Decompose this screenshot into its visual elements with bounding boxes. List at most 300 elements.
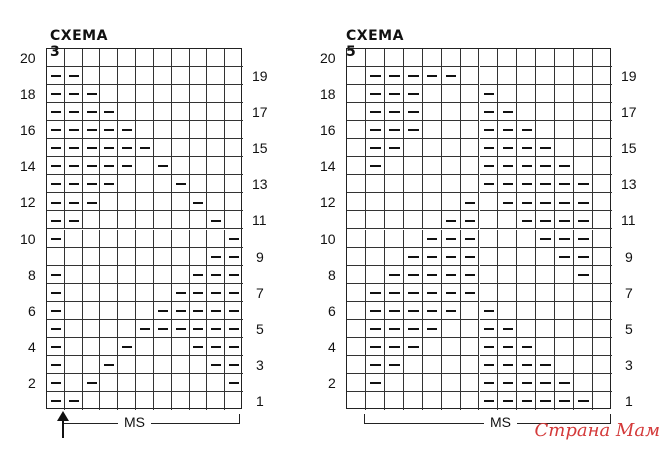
purl-dash-mark bbox=[503, 328, 514, 330]
purl-dash-mark bbox=[176, 183, 186, 185]
grid-cell bbox=[347, 49, 366, 67]
grid-cell bbox=[385, 157, 404, 175]
grid-cell bbox=[555, 302, 574, 320]
purl-dash-mark bbox=[408, 310, 419, 312]
grid-cell bbox=[172, 338, 190, 356]
row-number-right: 5 bbox=[625, 320, 633, 337]
purl-dash-mark bbox=[51, 129, 61, 131]
grid-cell bbox=[118, 320, 136, 338]
grid-cell bbox=[225, 67, 243, 85]
grid-cell bbox=[555, 266, 574, 284]
grid-cell bbox=[118, 49, 136, 67]
grid-cell bbox=[536, 284, 555, 302]
purl-dash-mark bbox=[51, 328, 61, 330]
grid-cell bbox=[517, 230, 536, 248]
grid-cell bbox=[154, 338, 172, 356]
grid-cell bbox=[536, 67, 555, 85]
grid-cell bbox=[100, 320, 118, 338]
purl-dash-mark bbox=[122, 147, 132, 149]
grid-cell bbox=[423, 374, 442, 392]
purl-dash-mark bbox=[69, 400, 79, 402]
purl-dash-mark bbox=[578, 274, 589, 276]
grid-cell bbox=[385, 175, 404, 193]
purl-dash-mark bbox=[540, 202, 551, 204]
grid-cell bbox=[442, 356, 461, 374]
row-number-left: 8 bbox=[28, 266, 36, 283]
grid-cell bbox=[385, 392, 404, 410]
purl-dash-mark bbox=[158, 165, 168, 167]
grid-cell bbox=[593, 103, 612, 121]
grid-cell bbox=[385, 211, 404, 229]
grid-cell bbox=[190, 103, 208, 121]
purl-dash-mark bbox=[522, 129, 533, 131]
purl-dash-mark bbox=[193, 310, 203, 312]
purl-dash-mark bbox=[427, 75, 438, 77]
grid-cell bbox=[498, 284, 517, 302]
grid-cell bbox=[347, 85, 366, 103]
grid-cell bbox=[172, 374, 190, 392]
grid-cell bbox=[347, 392, 366, 410]
purl-dash-mark bbox=[446, 274, 457, 276]
grid-cell bbox=[172, 67, 190, 85]
grid-cell bbox=[593, 157, 612, 175]
purl-dash-mark bbox=[104, 129, 114, 131]
purl-dash-mark bbox=[229, 346, 239, 348]
purl-dash-mark bbox=[69, 75, 79, 77]
grid-cell bbox=[100, 374, 118, 392]
grid-cell bbox=[65, 338, 83, 356]
grid-cell bbox=[461, 320, 480, 338]
grid-cell bbox=[555, 356, 574, 374]
grid-cell bbox=[347, 157, 366, 175]
purl-dash-mark bbox=[446, 238, 457, 240]
grid-cell bbox=[190, 121, 208, 139]
row-number-left: 8 bbox=[328, 266, 336, 283]
purl-dash-mark bbox=[87, 93, 97, 95]
grid-cell bbox=[555, 103, 574, 121]
grid-cell bbox=[100, 211, 118, 229]
purl-dash-mark bbox=[229, 292, 239, 294]
purl-dash-mark bbox=[122, 346, 132, 348]
grid-cell bbox=[190, 356, 208, 374]
grid-cell bbox=[65, 302, 83, 320]
grid-cell bbox=[593, 248, 612, 266]
grid-cell bbox=[190, 374, 208, 392]
grid-cell bbox=[154, 85, 172, 103]
grid-cell bbox=[498, 49, 517, 67]
grid-cell bbox=[461, 121, 480, 139]
purl-dash-mark bbox=[193, 292, 203, 294]
grid-cell bbox=[100, 284, 118, 302]
grid-cell bbox=[83, 302, 101, 320]
purl-dash-mark bbox=[193, 346, 203, 348]
grid-cell bbox=[574, 139, 593, 157]
purl-dash-mark bbox=[559, 220, 570, 222]
purl-dash-mark bbox=[122, 165, 132, 167]
grid-cell bbox=[404, 175, 423, 193]
grid-cell bbox=[442, 139, 461, 157]
purl-dash-mark bbox=[229, 274, 239, 276]
purl-dash-mark bbox=[87, 147, 97, 149]
grid-cell bbox=[65, 374, 83, 392]
purl-dash-mark bbox=[559, 165, 570, 167]
grid-cell bbox=[118, 356, 136, 374]
grid-cell bbox=[347, 266, 366, 284]
purl-dash-mark bbox=[503, 202, 514, 204]
grid-cell bbox=[172, 248, 190, 266]
grid-cell bbox=[593, 266, 612, 284]
row-number-right: 1 bbox=[256, 392, 264, 409]
grid-cell bbox=[225, 49, 243, 67]
grid-cell bbox=[207, 67, 225, 85]
purl-dash-mark bbox=[193, 202, 203, 204]
grid-cell bbox=[385, 230, 404, 248]
row-number-left: 12 bbox=[320, 194, 336, 211]
purl-dash-mark bbox=[540, 238, 551, 240]
grid-cell bbox=[207, 157, 225, 175]
grid-cell bbox=[517, 49, 536, 67]
ms-bracket-tick-right bbox=[239, 414, 240, 424]
chart-title: СХЕМА 5 bbox=[346, 28, 404, 60]
purl-dash-mark bbox=[427, 238, 438, 240]
grid-cell bbox=[172, 211, 190, 229]
grid-cell bbox=[136, 356, 154, 374]
row-number-right: 15 bbox=[252, 140, 268, 157]
purl-dash-mark bbox=[522, 346, 533, 348]
grid-cell bbox=[423, 211, 442, 229]
chart-title: СХЕМА 3 bbox=[50, 28, 108, 60]
grid-cell bbox=[154, 392, 172, 410]
grid-cell bbox=[100, 49, 118, 67]
grid-cell bbox=[347, 211, 366, 229]
purl-dash-mark bbox=[51, 400, 61, 402]
purl-dash-mark bbox=[176, 328, 186, 330]
grid-cell bbox=[83, 266, 101, 284]
grid-cell bbox=[461, 302, 480, 320]
grid-cell bbox=[172, 392, 190, 410]
grid-cell bbox=[154, 248, 172, 266]
grid-cell bbox=[423, 356, 442, 374]
grid-cell bbox=[347, 67, 366, 85]
purl-dash-mark bbox=[484, 382, 495, 384]
purl-dash-mark bbox=[522, 165, 533, 167]
purl-dash-mark bbox=[104, 111, 114, 113]
grid-cell bbox=[172, 121, 190, 139]
purl-dash-mark bbox=[389, 292, 400, 294]
grid-cell bbox=[154, 284, 172, 302]
purl-dash-mark bbox=[370, 382, 381, 384]
row-number-right: 13 bbox=[621, 176, 637, 193]
row-number-right: 3 bbox=[625, 356, 633, 373]
row-number-right: 17 bbox=[621, 104, 637, 121]
row-number-right: 3 bbox=[256, 356, 264, 373]
grid-cell bbox=[536, 266, 555, 284]
purl-dash-mark bbox=[229, 310, 239, 312]
grid-cell bbox=[136, 230, 154, 248]
purl-dash-mark bbox=[51, 165, 61, 167]
purl-dash-mark bbox=[370, 147, 381, 149]
grid-cell bbox=[118, 193, 136, 211]
purl-dash-mark bbox=[51, 111, 61, 113]
grid-cell bbox=[366, 193, 385, 211]
purl-dash-mark bbox=[559, 382, 570, 384]
purl-dash-mark bbox=[578, 256, 589, 258]
grid-cell bbox=[172, 139, 190, 157]
grid-cell bbox=[118, 211, 136, 229]
grid-cell bbox=[207, 175, 225, 193]
grid-cell bbox=[593, 392, 612, 410]
grid-cell bbox=[347, 248, 366, 266]
purl-dash-mark bbox=[211, 292, 221, 294]
purl-dash-mark bbox=[484, 147, 495, 149]
purl-dash-mark bbox=[51, 274, 61, 276]
purl-dash-mark bbox=[229, 328, 239, 330]
purl-dash-mark bbox=[408, 292, 419, 294]
grid-cell bbox=[136, 121, 154, 139]
grid-cell bbox=[536, 338, 555, 356]
grid-cell bbox=[517, 103, 536, 121]
grid-cell bbox=[366, 175, 385, 193]
purl-dash-mark bbox=[484, 111, 495, 113]
grid-cell bbox=[555, 284, 574, 302]
grid-cell bbox=[461, 49, 480, 67]
purl-dash-mark bbox=[51, 310, 61, 312]
grid-cell bbox=[136, 302, 154, 320]
grid-cell bbox=[480, 49, 499, 67]
grid-cell bbox=[517, 320, 536, 338]
purl-dash-mark bbox=[446, 75, 457, 77]
grid-cell bbox=[83, 67, 101, 85]
purl-dash-mark bbox=[176, 292, 186, 294]
ms-bracket-line bbox=[63, 423, 239, 424]
purl-dash-mark bbox=[540, 400, 551, 402]
row-number-left: 10 bbox=[320, 230, 336, 247]
grid-cell bbox=[65, 320, 83, 338]
row-number-left: 4 bbox=[28, 338, 36, 355]
row-number-left: 4 bbox=[328, 338, 336, 355]
grid-cell bbox=[136, 67, 154, 85]
purl-dash-mark bbox=[229, 364, 239, 366]
grid-cell bbox=[366, 248, 385, 266]
grid-cell bbox=[347, 230, 366, 248]
purl-dash-mark bbox=[503, 147, 514, 149]
purl-dash-mark bbox=[211, 328, 221, 330]
purl-dash-mark bbox=[484, 328, 495, 330]
grid-cell bbox=[498, 248, 517, 266]
purl-dash-mark bbox=[484, 400, 495, 402]
purl-dash-mark bbox=[484, 310, 495, 312]
purl-dash-mark bbox=[69, 111, 79, 113]
grid-cell bbox=[423, 121, 442, 139]
purl-dash-mark bbox=[446, 256, 457, 258]
grid-cell bbox=[461, 338, 480, 356]
grid-cell bbox=[118, 175, 136, 193]
purl-dash-mark bbox=[503, 111, 514, 113]
grid-cell bbox=[154, 356, 172, 374]
grid-cell bbox=[404, 230, 423, 248]
grid-cell bbox=[480, 266, 499, 284]
purl-dash-mark bbox=[211, 346, 221, 348]
grid-cell bbox=[442, 193, 461, 211]
purl-dash-mark bbox=[158, 310, 168, 312]
grid-cell bbox=[593, 175, 612, 193]
purl-dash-mark bbox=[211, 256, 221, 258]
purl-dash-mark bbox=[559, 202, 570, 204]
grid-cell bbox=[461, 392, 480, 410]
purl-dash-mark bbox=[211, 274, 221, 276]
grid-cell bbox=[574, 374, 593, 392]
grid-cell bbox=[154, 67, 172, 85]
grid-cell bbox=[517, 284, 536, 302]
grid-cell bbox=[190, 85, 208, 103]
grid-cell bbox=[480, 230, 499, 248]
grid-cell bbox=[207, 49, 225, 67]
grid-cell bbox=[118, 266, 136, 284]
grid-cell bbox=[423, 157, 442, 175]
grid-cell bbox=[83, 320, 101, 338]
purl-dash-mark bbox=[540, 364, 551, 366]
row-number-left: 20 bbox=[320, 50, 336, 67]
grid-cell bbox=[190, 157, 208, 175]
purl-dash-mark bbox=[408, 75, 419, 77]
grid-cell bbox=[593, 374, 612, 392]
grid-cell bbox=[555, 85, 574, 103]
purl-dash-mark bbox=[522, 364, 533, 366]
purl-dash-mark bbox=[446, 220, 457, 222]
purl-dash-mark bbox=[87, 183, 97, 185]
purl-dash-mark bbox=[370, 328, 381, 330]
purl-dash-mark bbox=[229, 382, 239, 384]
purl-dash-mark bbox=[140, 328, 150, 330]
grid-cell bbox=[154, 49, 172, 67]
grid-cell bbox=[118, 284, 136, 302]
grid-cell bbox=[517, 266, 536, 284]
purl-dash-mark bbox=[540, 165, 551, 167]
grid-cell bbox=[536, 121, 555, 139]
grid-cell bbox=[593, 211, 612, 229]
row-number-right: 13 bbox=[252, 176, 268, 193]
grid-cell bbox=[154, 266, 172, 284]
grid-cell bbox=[347, 374, 366, 392]
purl-dash-mark bbox=[389, 129, 400, 131]
grid-cell bbox=[136, 211, 154, 229]
purl-dash-mark bbox=[69, 93, 79, 95]
purl-dash-mark bbox=[104, 147, 114, 149]
purl-dash-mark bbox=[484, 346, 495, 348]
row-number-right: 11 bbox=[621, 212, 636, 229]
grid-cell bbox=[207, 85, 225, 103]
purl-dash-mark bbox=[51, 220, 61, 222]
grid-cell bbox=[442, 85, 461, 103]
grid-cell bbox=[555, 49, 574, 67]
grid-cell bbox=[574, 284, 593, 302]
purl-dash-mark bbox=[503, 382, 514, 384]
grid-cell bbox=[100, 85, 118, 103]
grid-cell bbox=[517, 302, 536, 320]
purl-dash-mark bbox=[69, 220, 79, 222]
grid-cell bbox=[118, 248, 136, 266]
grid-cell bbox=[517, 67, 536, 85]
purl-dash-mark bbox=[465, 274, 476, 276]
ms-label: MS bbox=[484, 414, 517, 430]
purl-dash-mark bbox=[578, 238, 589, 240]
grid-cell bbox=[555, 67, 574, 85]
purl-dash-mark bbox=[408, 346, 419, 348]
row-number-left: 16 bbox=[320, 122, 336, 139]
purl-dash-mark bbox=[389, 328, 400, 330]
grid-cell bbox=[404, 211, 423, 229]
grid-cell bbox=[136, 284, 154, 302]
grid-cell bbox=[385, 374, 404, 392]
grid-cell bbox=[83, 392, 101, 410]
purl-dash-mark bbox=[229, 238, 239, 240]
grid-cell bbox=[480, 67, 499, 85]
purl-dash-mark bbox=[370, 292, 381, 294]
purl-dash-mark bbox=[522, 183, 533, 185]
grid-cell bbox=[190, 67, 208, 85]
grid-cell bbox=[154, 374, 172, 392]
grid-cell bbox=[172, 356, 190, 374]
grid-cell bbox=[190, 211, 208, 229]
purl-dash-mark bbox=[51, 93, 61, 95]
purl-dash-mark bbox=[69, 147, 79, 149]
purl-dash-mark bbox=[446, 292, 457, 294]
purl-dash-mark bbox=[51, 147, 61, 149]
purl-dash-mark bbox=[465, 292, 476, 294]
grid-cell bbox=[480, 211, 499, 229]
grid-cell bbox=[100, 266, 118, 284]
grid-cell bbox=[517, 85, 536, 103]
grid-cell bbox=[442, 49, 461, 67]
grid-cell bbox=[498, 266, 517, 284]
grid-cell bbox=[593, 139, 612, 157]
grid-cell bbox=[225, 211, 243, 229]
purl-dash-mark bbox=[389, 274, 400, 276]
grid-cell bbox=[593, 85, 612, 103]
watermark-logo: Страна Мам bbox=[534, 420, 660, 441]
purl-dash-mark bbox=[484, 93, 495, 95]
grid-cell bbox=[172, 85, 190, 103]
grid-cell bbox=[225, 175, 243, 193]
grid-cell bbox=[136, 392, 154, 410]
purl-dash-mark bbox=[370, 364, 381, 366]
purl-dash-mark bbox=[104, 364, 114, 366]
grid-cell bbox=[207, 103, 225, 121]
grid-cell bbox=[347, 338, 366, 356]
purl-dash-mark bbox=[522, 202, 533, 204]
grid-cell bbox=[461, 103, 480, 121]
grid-cell bbox=[154, 103, 172, 121]
row-number-left: 2 bbox=[328, 374, 336, 391]
purl-dash-mark bbox=[389, 147, 400, 149]
grid-cell bbox=[118, 302, 136, 320]
purl-dash-mark bbox=[522, 147, 533, 149]
grid-cell bbox=[593, 338, 612, 356]
purl-dash-mark bbox=[427, 292, 438, 294]
grid-cell bbox=[207, 193, 225, 211]
purl-dash-mark bbox=[503, 346, 514, 348]
purl-dash-mark bbox=[503, 400, 514, 402]
grid-cell bbox=[593, 284, 612, 302]
grid-cell bbox=[593, 121, 612, 139]
grid-cell bbox=[461, 356, 480, 374]
purl-dash-mark bbox=[51, 382, 61, 384]
grid-cell bbox=[574, 85, 593, 103]
grid-cell bbox=[207, 121, 225, 139]
grid-cell bbox=[207, 392, 225, 410]
purl-dash-mark bbox=[370, 75, 381, 77]
grid-cell bbox=[172, 230, 190, 248]
